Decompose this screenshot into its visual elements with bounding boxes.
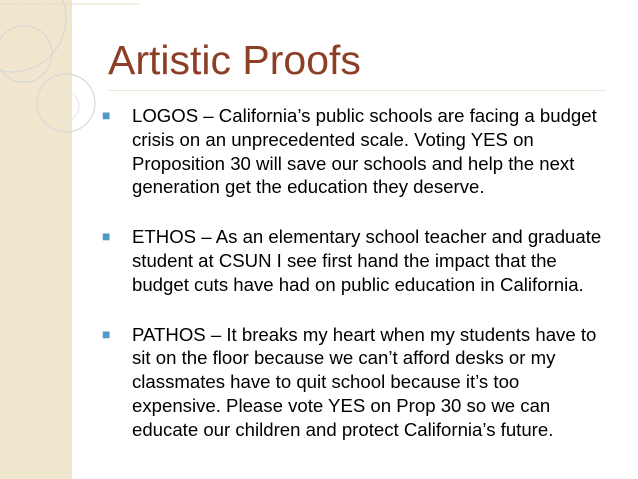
bullet-list — [102, 104, 612, 442]
bullet-square-icon: ■ — [102, 107, 111, 123]
bullet-square-icon: ■ — [102, 228, 111, 245]
bullet-text-logos: LOGOS – California’s public schools are facing a budget crisis on an unprecedented scale. Voting YES on Proposition 30 will save our schools and help the next generation get the education they deserve. — [132, 105, 597, 198]
bullet-text-pathos: PATHOS – It breaks my heart when my students have to sit on the floor because we can’t afford desks or my classmates have to quit school because it’s too expensive. Please vote YES on Prop 30 so we can educate our children and protect California’s future. — [132, 323, 597, 440]
bullet-square-icon: ■ — [102, 325, 111, 342]
slide-title: Artistic Proofs — [108, 37, 361, 83]
bullet-item-logos — [102, 104, 612, 199]
bullet-item-ethos — [102, 225, 612, 296]
bullet-text-ethos: ETHOS – As an elementary school teacher and graduate student at CSUN I see first hand the impact that the budget cuts have had on public education in California. — [132, 226, 602, 295]
bullet-item-pathos — [102, 323, 612, 442]
title-divider — [108, 90, 606, 91]
